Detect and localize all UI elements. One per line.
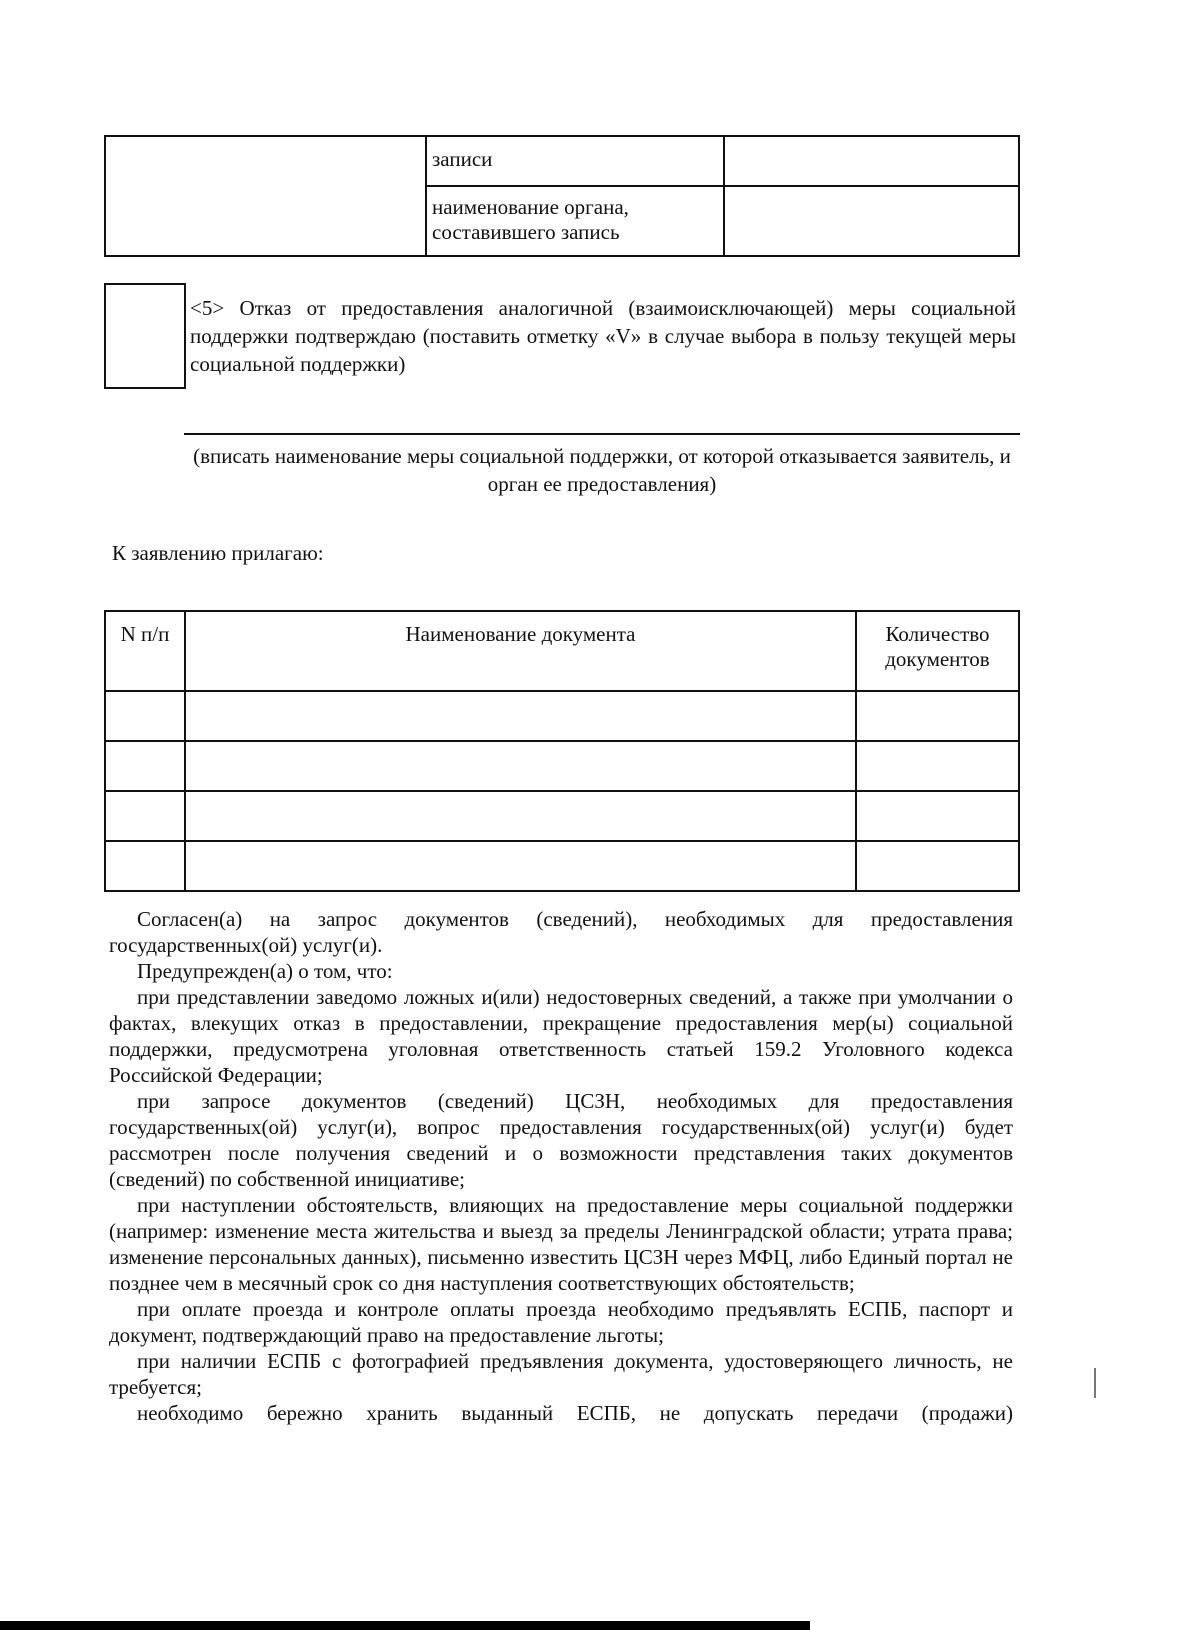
refusal-statement: <5> Отказ от предоставления аналогичной (взаимоисключающей) меры социальной поддержки подтверждаю (поставить отметку «V» в случае выбора в пользу текущей меры социальной поддержки) xyxy=(190,296,1016,376)
table-row xyxy=(105,791,1019,841)
cell-document-name[interactable] xyxy=(185,741,856,791)
record-authority-label-cell: наименование органа, составившего запись xyxy=(426,186,724,256)
table-header-row xyxy=(105,611,1019,691)
cell-number[interactable] xyxy=(105,691,185,741)
paragraph-fare-payment: при оплате проезда и контроле оплаты проезда необходимо предъявлять ЕСПБ, паспорт и документ, подтверждающий право на предоставление льготы; xyxy=(109,1297,1013,1347)
paragraph-card-storage: необходимо бережно хранить выданный ЕСПБ, не допускать передачи (продажи) xyxy=(137,1401,1013,1425)
paragraph-warned: Предупрежден(а) о том, что: xyxy=(137,959,393,983)
cell-document-count[interactable] xyxy=(856,691,1019,741)
cell-document-name[interactable] xyxy=(185,691,856,741)
cell-document-count[interactable] xyxy=(856,741,1019,791)
consent-and-warnings xyxy=(109,906,1013,1426)
scan-mark xyxy=(1094,1368,1096,1398)
cell-document-count[interactable] xyxy=(856,841,1019,891)
record-table-empty-cell xyxy=(105,136,426,256)
header-document-count: Количество документов xyxy=(856,611,1019,691)
refused-measure-input-line[interactable] xyxy=(184,433,1020,435)
attachments-table xyxy=(104,610,1020,892)
refusal-checkbox[interactable] xyxy=(104,283,186,389)
header-document-name: Наименование документа xyxy=(185,611,856,691)
refused-measure-caption: (вписать наименование меры социальной поддержки, от которой отказывается заявитель, и орган ее предоставления) xyxy=(193,444,1011,496)
table-row xyxy=(105,841,1019,891)
cell-document-name[interactable] xyxy=(185,841,856,891)
cell-document-name[interactable] xyxy=(185,791,856,841)
paragraph-document-request: при запросе документов (сведений) ЦСЗН, необходимых для предоставления государственных(ой) услуг(и), вопрос предоставления государственных(ой) услуг(и) будет рассмотрен после получения сведений и о возможности представления таких документов (сведений) по собственной инициативе; xyxy=(109,1089,1013,1191)
paragraph-liability: при представлении заведомо ложных и(или) недостоверных сведений, а также при умолчании о фактах, влекущих отказ в предоставлении, прекращение предоставления мер(ы) социальной поддержки, предусмотрена уголовная ответственность статьей 159.2 Уголовного кодекса Российской Федерации; xyxy=(109,985,1013,1087)
record-authority-value-cell[interactable] xyxy=(724,186,1019,256)
cell-number[interactable] xyxy=(105,841,185,891)
cell-number[interactable] xyxy=(105,791,185,841)
table-row xyxy=(105,741,1019,791)
header-number: N п/п xyxy=(105,611,185,691)
paragraph-consent: Согласен(а) на запрос документов (сведений), необходимых для предоставления государственных(ой) услуг(и). xyxy=(109,907,1013,957)
scan-edge-bar xyxy=(0,1621,810,1630)
record-value-cell[interactable] xyxy=(724,136,1019,186)
cell-number[interactable] xyxy=(105,741,185,791)
record-table xyxy=(104,135,1020,257)
paragraph-photo-card: при наличии ЕСПБ с фотографией предъявления документа, удостоверяющего личность, не требуется; xyxy=(109,1349,1013,1399)
record-label-cell: записи xyxy=(426,136,724,186)
attachments-title: К заявлению прилагаю: xyxy=(112,541,324,565)
table-row xyxy=(105,691,1019,741)
cell-document-count[interactable] xyxy=(856,791,1019,841)
paragraph-notify-changes: при наступлении обстоятельств, влияющих на предоставление меры социальной поддержки (например: изменение места жительства и выезд за пределы Ленинградской области; утрата права; изменение персональных данных), письменно известить ЦСЗН через МФЦ, либо Единый портал не позднее чем в месячный срок со дня наступления соответствующих обстоятельств; xyxy=(109,1193,1013,1295)
